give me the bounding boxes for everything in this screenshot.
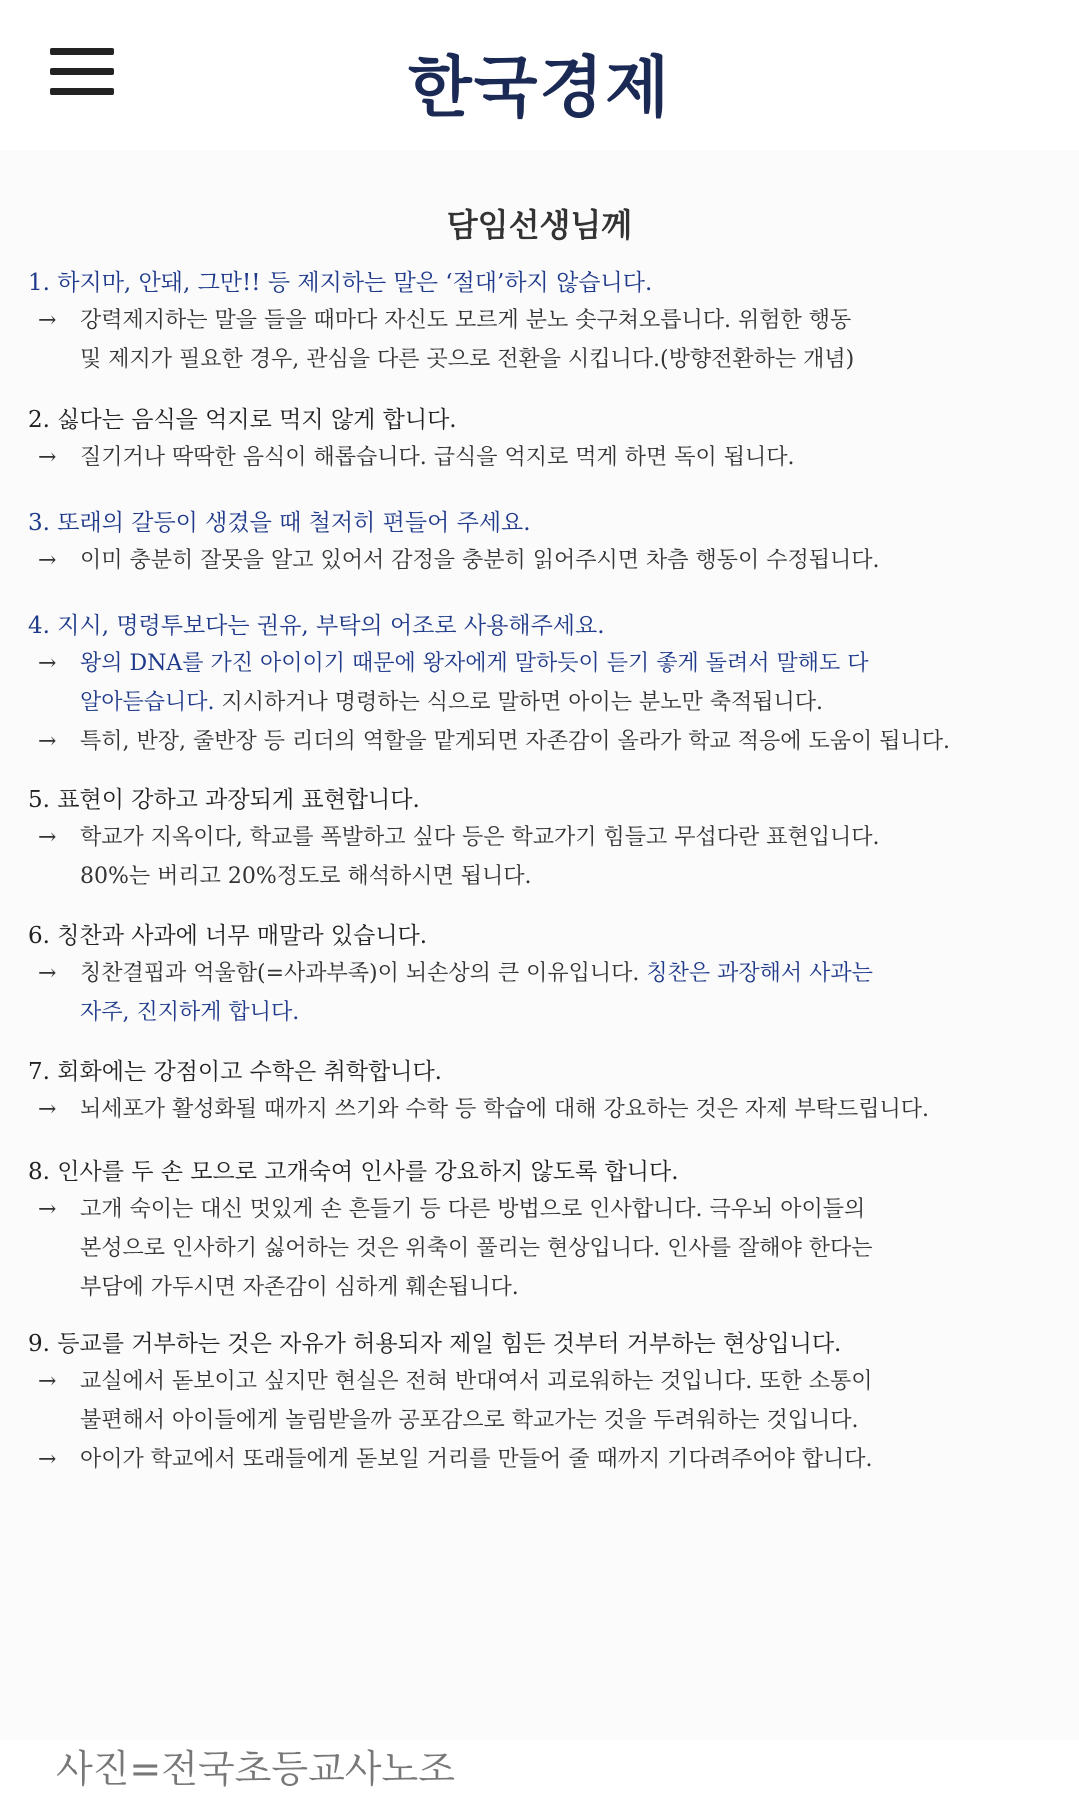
letter-item-7: [28, 1054, 1028, 1129]
letter-item-1: [28, 265, 1028, 379]
item-line: → 학교가 지옥이다, 학교를 폭발하고 싶다 등은 학교가기 힘들고 무섭다란 표현입니다.: [38, 825, 880, 850]
item-line: 불편해서 아이들에게 놀림받을까 공포감으로 학교가는 것을 두려워하는 것입니다.: [80, 1408, 859, 1433]
letter-item-9: [28, 1326, 1028, 1479]
item-heading: 6. 칭찬과 사과에 너무 매말라 있습니다.: [28, 923, 428, 949]
item-line: → 질기거나 딱딱한 음식이 해롭습니다. 급식을 억지로 먹게 하면 독이 됩니다.: [38, 445, 795, 470]
item-line: → 뇌세포가 활성화될 때까지 쓰기와 수학 등 학습에 대해 강요하는 것은 자제 부탁드립니다.: [38, 1097, 929, 1122]
letter-image: [0, 150, 1079, 1740]
item-heading: 3. 또래의 갈등이 생겼을 때 철저히 편들어 주세요.: [28, 510, 531, 536]
item-line: → 아이가 학교에서 또래들에게 돋보일 거리를 만들어 줄 때까지 기다려주어야 합니다.: [38, 1447, 873, 1472]
photo-caption: 사진=전국초등교사노조: [56, 1747, 455, 1791]
letter-title: 담임선생님께: [446, 206, 633, 244]
letter-item-6: [28, 918, 1028, 1032]
letter-item-2: [28, 402, 1028, 477]
item-line: → 강력제지하는 말을 들을 때마다 자신도 모르게 분노 솟구쳐오릅니다. 위험한 행동: [38, 308, 852, 333]
item-line: 자주, 진지하게 합니다.: [80, 1000, 300, 1025]
letter-item-8: [28, 1154, 1028, 1307]
item-line: 부담에 가두시면 자존감이 심하게 훼손됩니다.: [80, 1275, 519, 1300]
item-line: 80%는 버리고 20%정도로 해석하시면 됩니다.: [80, 864, 532, 889]
top-bar: [0, 0, 1079, 150]
item-heading: 2. 싫다는 음식을 억지로 먹지 않게 합니다.: [28, 407, 457, 433]
item-line: → 칭찬결핍과 억울함(=사과부족)이 뇌손상의 큰 이유입니다. 칭찬은 과장해서 사과는: [38, 961, 873, 986]
letter-item-4: [28, 608, 1028, 761]
item-heading: 4. 지시, 명령투보다는 권유, 부탁의 어조로 사용해주세요.: [28, 613, 605, 639]
item-heading: 8. 인사를 두 손 모으로 고개숙여 인사를 강요하지 않도록 합니다.: [28, 1159, 679, 1185]
brand-logo[interactable]: 한국경제: [407, 48, 672, 126]
item-heading: 7. 회화에는 강점이고 수학은 취학합니다.: [28, 1059, 442, 1085]
item-line: → 이미 충분히 잘못을 알고 있어서 감정을 충분히 읽어주시면 차츰 행동이 수정됩니다.: [38, 548, 880, 573]
item-line: → 고개 숙이는 대신 멋있게 손 흔들기 등 다른 방법으로 인사합니다. 극우뇌 아이들의: [38, 1197, 866, 1222]
letter-item-5: [28, 782, 1028, 896]
item-line: 본성으로 인사하기 싫어하는 것은 위축이 풀리는 현상입니다. 인사를 잘해야 한다는: [80, 1236, 873, 1261]
item-heading: 5. 표현이 강하고 과장되게 표현합니다.: [28, 787, 420, 813]
item-line: → 왕의 DNA를 가진 아이이기 때문에 왕자에게 말하듯이 듣기 좋게 돌려서 말해도 다: [38, 651, 869, 676]
item-line: 알아듣습니다. 지시하거나 명령하는 식으로 말하면 아이는 분노만 축적됩니다.: [80, 690, 824, 715]
letter-item-3: [28, 505, 1028, 580]
item-heading: 9. 등교를 거부하는 것은 자유가 허용되자 제일 힘든 것부터 거부하는 현상입니다.: [28, 1331, 842, 1357]
item-line: → 특히, 반장, 줄반장 등 리더의 역할을 맡게되면 자존감이 올라가 학교 적응에 도움이 됩니다.: [38, 729, 950, 754]
item-line: → 교실에서 돋보이고 싶지만 현실은 전혀 반대여서 괴로워하는 것입니다. 또한 소통이: [38, 1369, 873, 1394]
item-heading: 1. 하지마, 안돼, 그만!! 등 제지하는 말은 ‘절대’하지 않습니다.: [28, 270, 653, 296]
item-line: 및 제지가 필요한 경우, 관심을 다른 곳으로 전환을 시킵니다.(방향전환하는 개념): [80, 347, 855, 372]
